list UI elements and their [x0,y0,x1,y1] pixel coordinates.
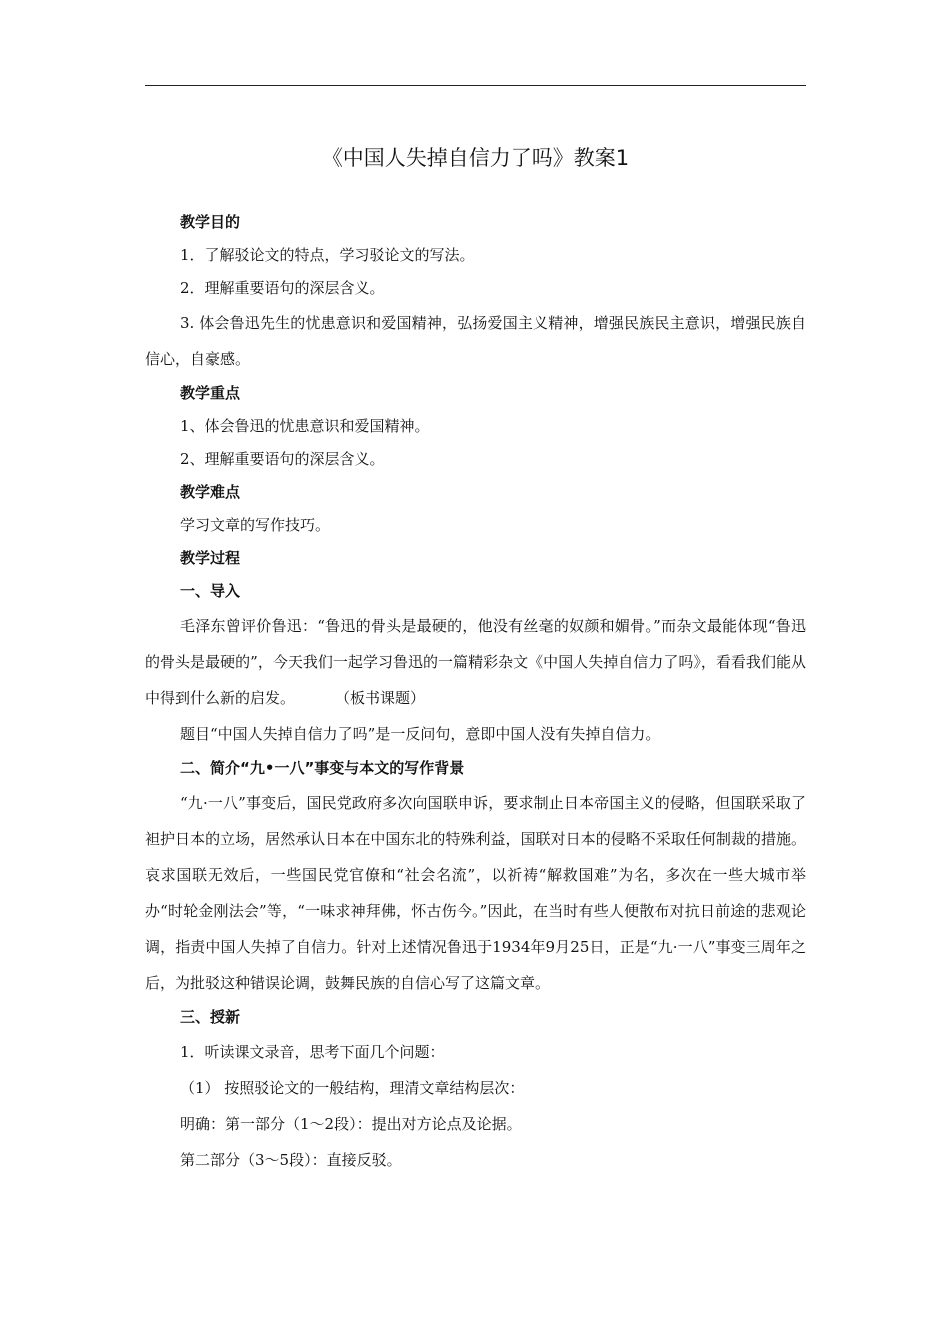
key-points-heading: 教学重点 [180,384,241,402]
key-point-2: 2、理解重要语句的深层含义。 [180,450,385,468]
key-point-1: 1、体会鲁迅的忧患意识和爱国精神。 [180,417,430,435]
goal-item-3: 3. 体会鲁迅先生的忧患意识和爱国精神，弘扬爱国主义精神，增强民族民主意识，增强民族自信心，自豪感。 [145,314,806,368]
difficulties-text: 学习文章的写作技巧。 [180,516,331,534]
goal-item-1: 1．了解驳论文的特点，学习驳论文的写法。 [180,246,475,264]
intro-paragraph [145,608,806,716]
teaching-item-2: （1） 按照驳论文的一般结构，理清文章结构层次： [180,1079,525,1097]
title-explanation: 题目“中国人失掉自信力了吗”是一反问句，意即中国人没有失掉自信力。 [180,725,661,743]
document-title: 《中国人失掉自信力了吗》教案1 [321,146,630,170]
intro-text: 毛泽东曾评价鲁迅：“鲁迅的骨头是最硬的，他没有丝毫的奴颜和媚骨。”而杂文最能体现“鲁迅的骨头是最硬的”，今天我们一起学习鲁迅的一篇精彩杂文《中国人失掉自信力了吗》，看看我们能从中得到什么新的启发。 [145,617,806,707]
teaching-item-1: 1．听读课文录音，思考下面几个问题： [180,1043,445,1061]
board-note: （板书课题） [335,689,426,707]
process-heading: 教学过程 [180,549,241,567]
background-heading: 二、简介“九•一八”事变与本文的写作背景 [180,759,465,777]
goals-heading: 教学目的 [180,213,241,231]
teaching-item-4: 第二部分（3～5段）：直接反驳。 [180,1151,402,1169]
goal-item-2: 2．理解重要语句的深层含义。 [180,279,385,297]
teaching-item-3: 明确：第一部分（1～2段）：提出对方论点及论据。 [180,1115,522,1133]
intro-heading: 一、导入 [180,582,241,600]
document-body [145,206,806,1178]
header-rule [145,85,806,86]
teaching-heading: 三、授新 [180,1008,241,1026]
background-paragraph: “九·一八”事变后，国民党政府多次向国联申诉，要求制止日本帝国主义的侵略，但国联采取了袒护日本的立场，居然承认日本在中国东北的特殊利益，国联对日本的侵略不采取任何制裁的措施。哀求国联无效后，一些国民党官僚和“社会名流”，以祈祷“解救国难”为名，多次在一些大城市举办“时轮金刚法会”等，“一味求神拜佛，怀古伤今。”因此，在当时有些人便散布对抗日前途的悲观论调，指责中国人失掉了自信力。针对上述情况鲁迅于1934年9月25日，正是“九·一八”事变三周年之后，为批驳这种错误论调，鼓舞民族的自信心写了这篇文章。 [145,794,806,992]
difficulties-heading: 教学难点 [180,483,241,501]
